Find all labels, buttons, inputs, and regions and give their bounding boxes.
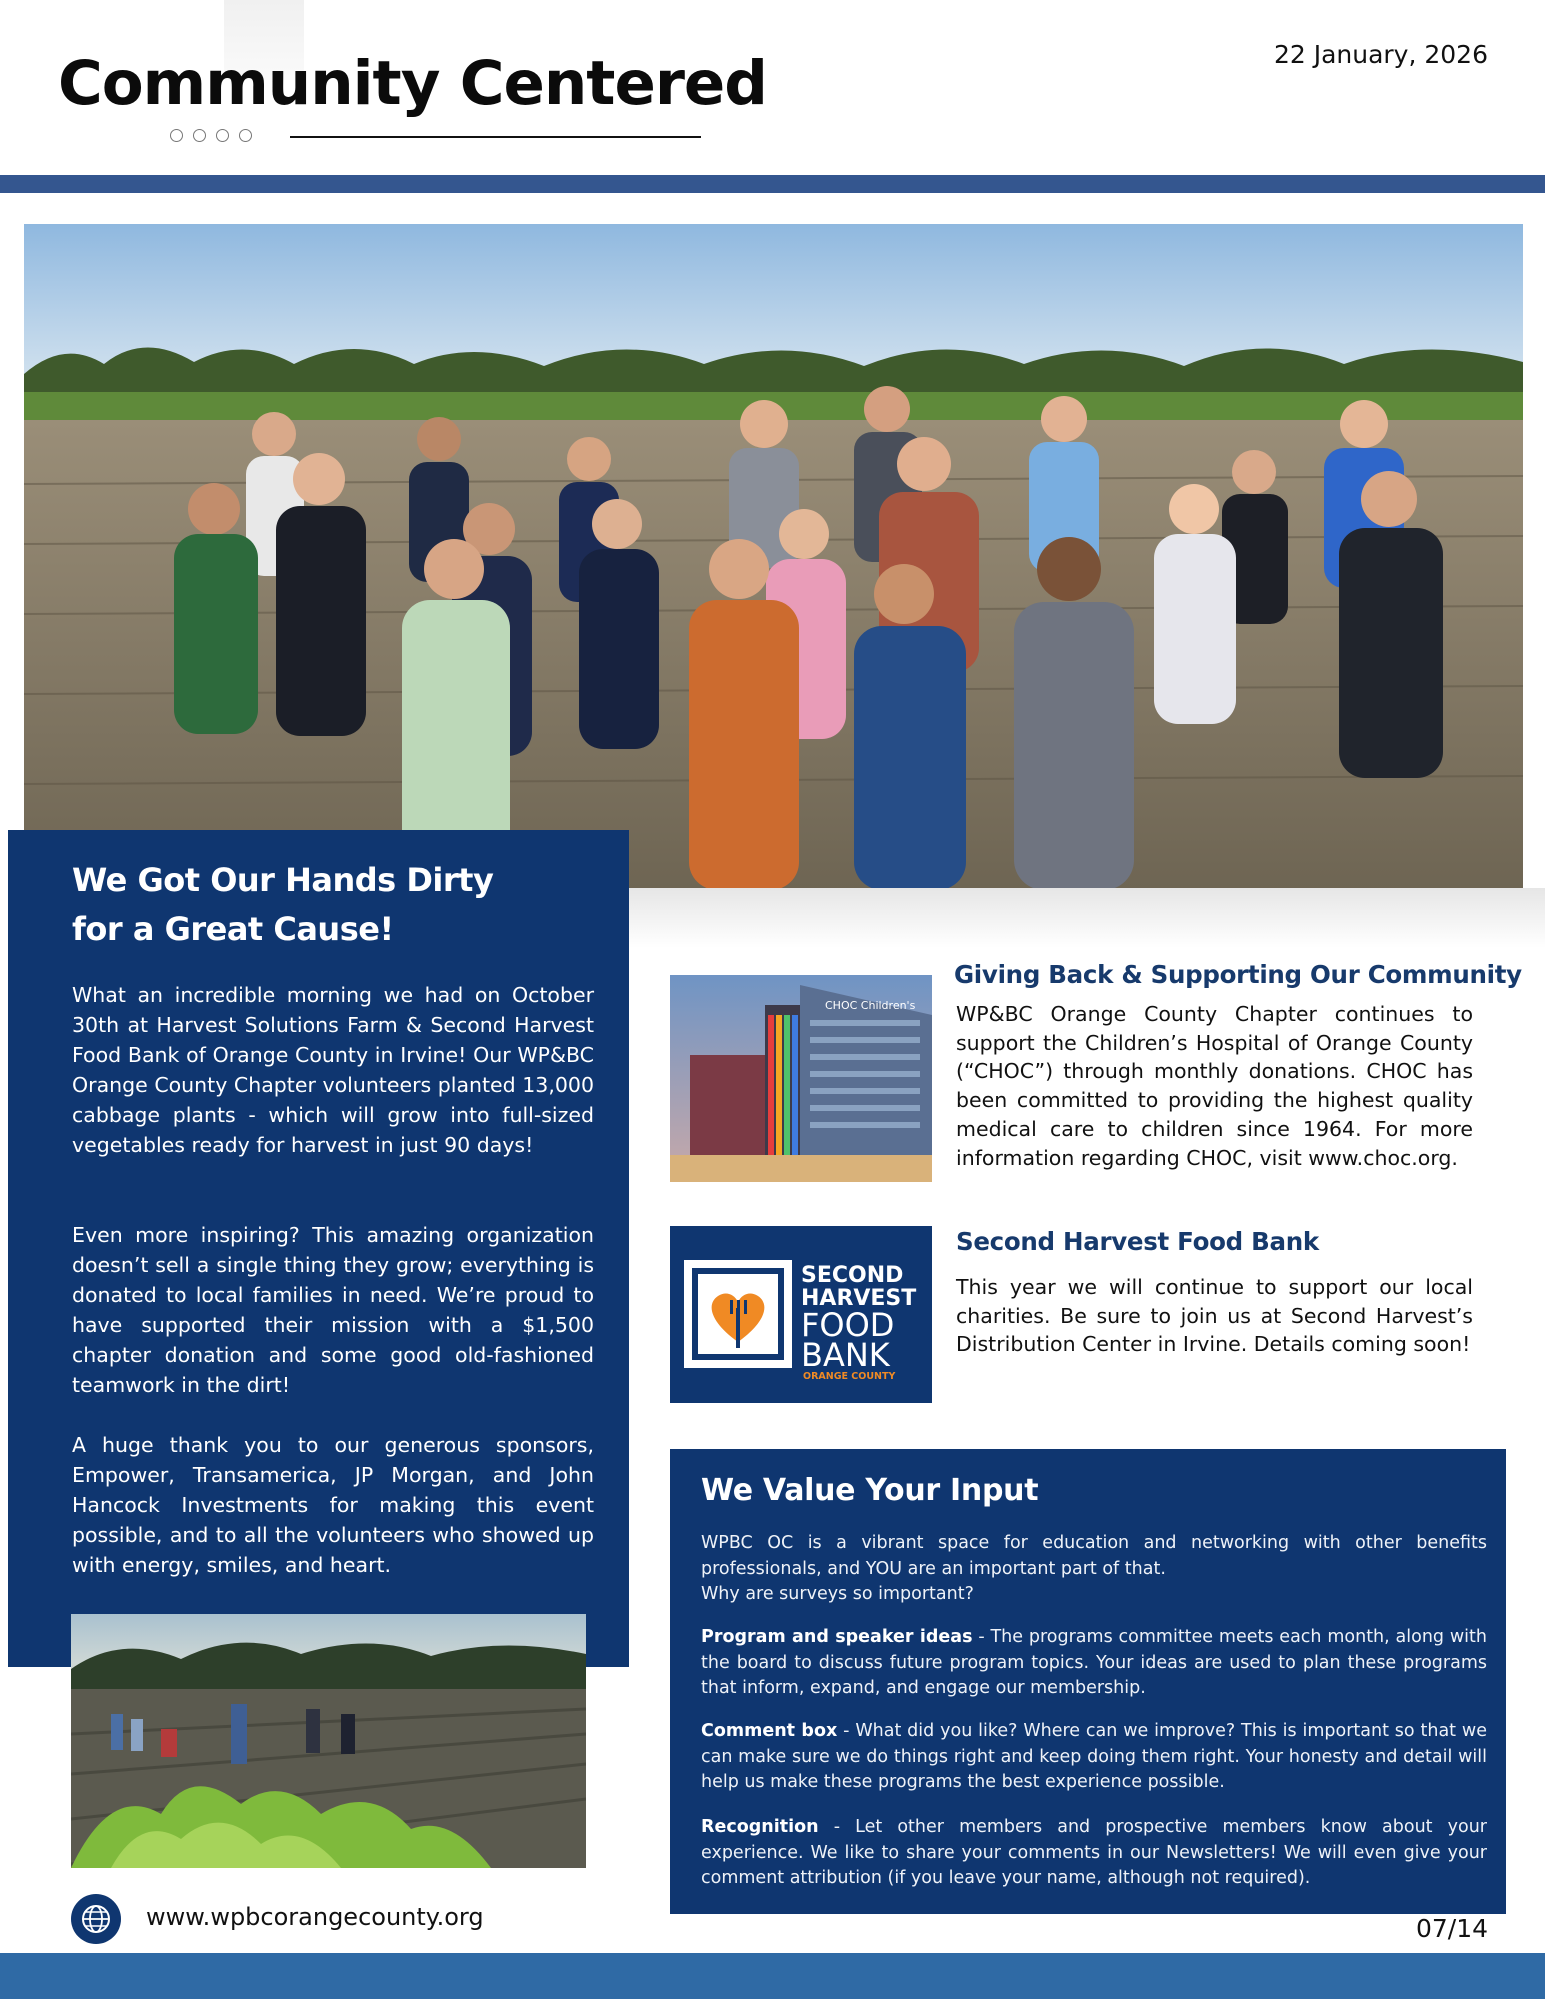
decorative-dots <box>170 129 252 142</box>
story-paragraph-1: What an incredible morning we had on October 30th at Harvest Solutions Farm & Second Harvest Food Bank of Orange County in Irvine! Our WP&BC Orange County Chapter volunteers planted 13,000 cabbage plants - which will grow into full-sized vegetables ready for harvest in just 90 days! <box>72 983 594 1157</box>
input-item-program-ideas <box>701 1625 1487 1702</box>
story-paragraph-2: Even more inspiring? This amazing organization doesn’t sell a single thing they grow; everything is donated to local families in need. We’re proud to have supported their mission with a $1,500 chapter donation and some good old-fashioned teamwork in the dirt! <box>72 1223 594 1397</box>
header-band <box>0 175 1545 193</box>
second-harvest-heading: Second Harvest Food Bank <box>956 1227 1319 1256</box>
second-harvest-logo-mark <box>670 1226 932 1403</box>
input-intro <box>701 1531 1487 1608</box>
choc-hospital-photo <box>670 975 932 1182</box>
story-heading-line1: We Got Our Hands Dirty <box>72 861 494 899</box>
logo-line1: SECOND <box>801 1263 904 1288</box>
input-item1-text: - The programs committee meets each month, along with the board to discuss future program topics. Your ideas are used to plan these programs that inform, expand, and engage our membership. <box>701 1627 1488 1698</box>
dot <box>193 129 206 142</box>
input-heading: We Value Your Input <box>701 1473 1039 1508</box>
issue-date: 22 January, 2026 <box>1273 40 1488 69</box>
input-item3-label: Recognition <box>701 1817 819 1837</box>
globe-icon <box>71 1894 121 1944</box>
input-intro-text: WPBC OC is a vibrant space for education and networking with other benefits professionals, and YOU are an important part of that. <box>701 1533 1487 1579</box>
hero-shadow <box>620 888 1545 948</box>
website-link[interactable]: www.wpbcorangecounty.org <box>146 1903 484 1931</box>
page-number: 07/14 <box>1415 1914 1488 1943</box>
field-photo <box>71 1614 586 1868</box>
input-panel <box>670 1449 1506 1914</box>
input-item3-text: - Let other members and prospective members know about your experience. We like to share your comments in our Newsletters! We will even give your comment attribution (if you leave your name, although not required). <box>701 1817 1487 1888</box>
hero-photo <box>24 224 1523 890</box>
logo-line5: ORANGE COUNTY <box>803 1371 896 1382</box>
logo-line2: HARVEST <box>801 1286 917 1311</box>
input-question: Why are surveys so important? <box>701 1584 974 1604</box>
story-heading <box>72 856 592 954</box>
dot <box>239 129 252 142</box>
second-harvest-body: This year we will continue to support our local charities. Be sure to join us at Second Harvest’s Distribution Center in Irvine. Details coming soon! <box>956 1275 1473 1357</box>
choc-body: WP&BC Orange County Chapter continues to support the Children’s Hospital of Orange County (“CHOC”) through monthly donations. CHOC has been committed to providing the highest quality medical care to children since 1964. For more information regarding CHOC, visit www.choc.org. <box>956 1002 1473 1170</box>
story-heading-line2: for a Great Cause! <box>72 910 394 948</box>
choc-heading: Giving Back & Supporting Our Community <box>954 960 1522 989</box>
story-panel <box>8 830 629 1667</box>
logo-line3: FOOD <box>801 1306 895 1344</box>
planting-field-photo <box>71 1614 586 1868</box>
choc-sign: CHOC Children's <box>825 999 916 1012</box>
input-item2-text: - What did you like? Where can we improve? This is important so that we can make sure we do things right and keep doing them right. Your honesty and detail will help us make these programs the best experience possible. <box>701 1721 1487 1792</box>
story-paragraph-3: A huge thank you to our generous sponsors, Empower, Transamerica, JP Morgan, and John Hancock Investments for making this event possible, and to all the volunteers who showed up with energy, smiles, and heart. <box>72 1433 594 1577</box>
page-title: Community Centered <box>58 48 767 119</box>
second-harvest-logo <box>670 1226 932 1403</box>
title-rule <box>290 136 701 138</box>
volunteer-group-photo <box>24 224 1523 890</box>
logo-line4: BANK <box>801 1336 890 1374</box>
input-item-comment-box <box>701 1719 1487 1796</box>
dot <box>216 129 229 142</box>
dot <box>170 129 183 142</box>
input-item2-label: Comment box <box>701 1721 838 1741</box>
input-item-recognition <box>701 1815 1487 1892</box>
footer-band <box>0 1953 1545 1999</box>
hospital-building-photo <box>670 975 932 1182</box>
input-item1-label: Program and speaker ideas <box>701 1627 973 1647</box>
